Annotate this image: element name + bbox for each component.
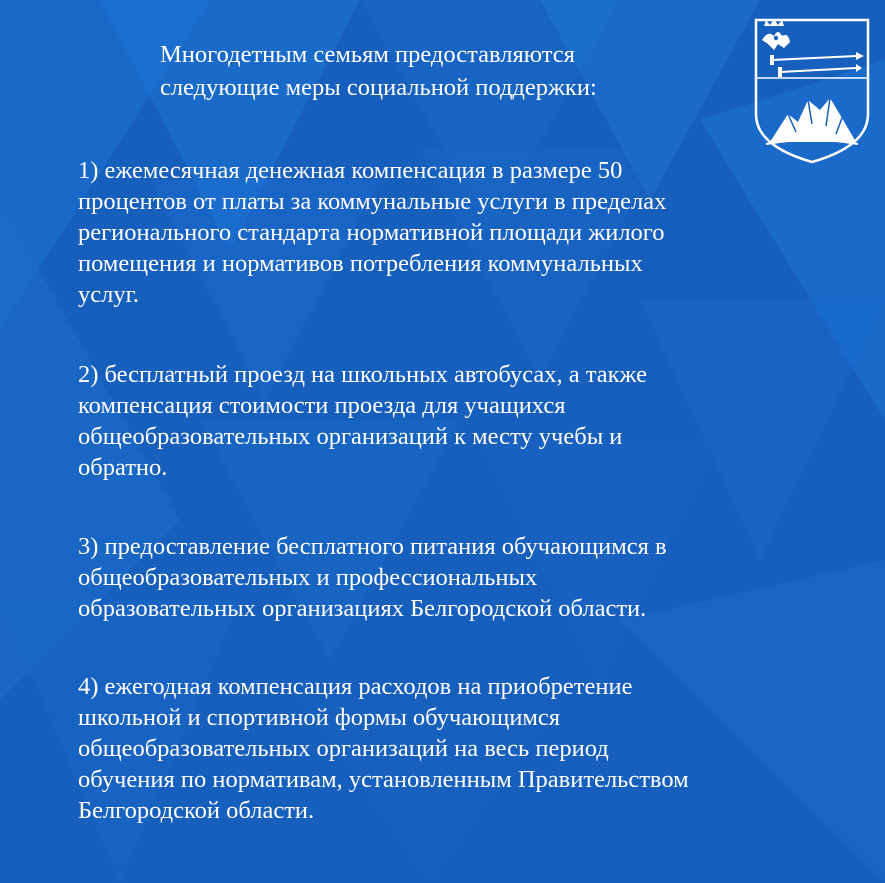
item-line: 4) ежегодная компенсация расходов на приобретение: [78, 673, 633, 700]
item-line: Белгородской области.: [78, 797, 315, 824]
support-item-3: [78, 531, 778, 624]
support-item-4: [78, 671, 778, 826]
item-line: общеобразовательных и профессиональных: [78, 564, 538, 591]
item-line: общеобразовательных организаций к месту учебы и: [78, 423, 623, 450]
item-line: общеобразовательных организаций на весь период: [78, 735, 609, 762]
heading-line: следующие меры социальной поддержки:: [160, 74, 597, 101]
item-line: 3) предоставление бесплатного питания обучающимся в: [78, 533, 667, 560]
item-line: школьной и спортивной формы обучающимся: [78, 704, 561, 731]
item-line: помещения и нормативов потребления коммунальных: [78, 250, 643, 277]
item-line: процентов от платы за коммунальные услуги в пределах: [78, 188, 667, 215]
item-line: услуг.: [78, 281, 140, 308]
heading: [160, 38, 720, 104]
heading-line: Многодетным семьям предоставляются: [160, 41, 575, 68]
item-line: 2) бесплатный проезд на школьных автобусах, а также: [78, 361, 648, 388]
support-item-1: [78, 155, 778, 310]
item-line: образовательных организациях Белгородской области.: [78, 595, 647, 622]
item-line: 1) ежемесячная денежная компенсация в размере 50: [78, 157, 623, 184]
item-line: обучения по нормативам, установленным Правительством: [78, 766, 689, 793]
item-line: обратно.: [78, 454, 168, 481]
belgorod-coat-of-arms-icon: [752, 14, 872, 166]
item-line: регионального стандарта нормативной площади жилого: [78, 219, 665, 246]
item-line: компенсация стоимости проезда для учащихся: [78, 392, 566, 419]
support-item-2: [78, 359, 778, 483]
